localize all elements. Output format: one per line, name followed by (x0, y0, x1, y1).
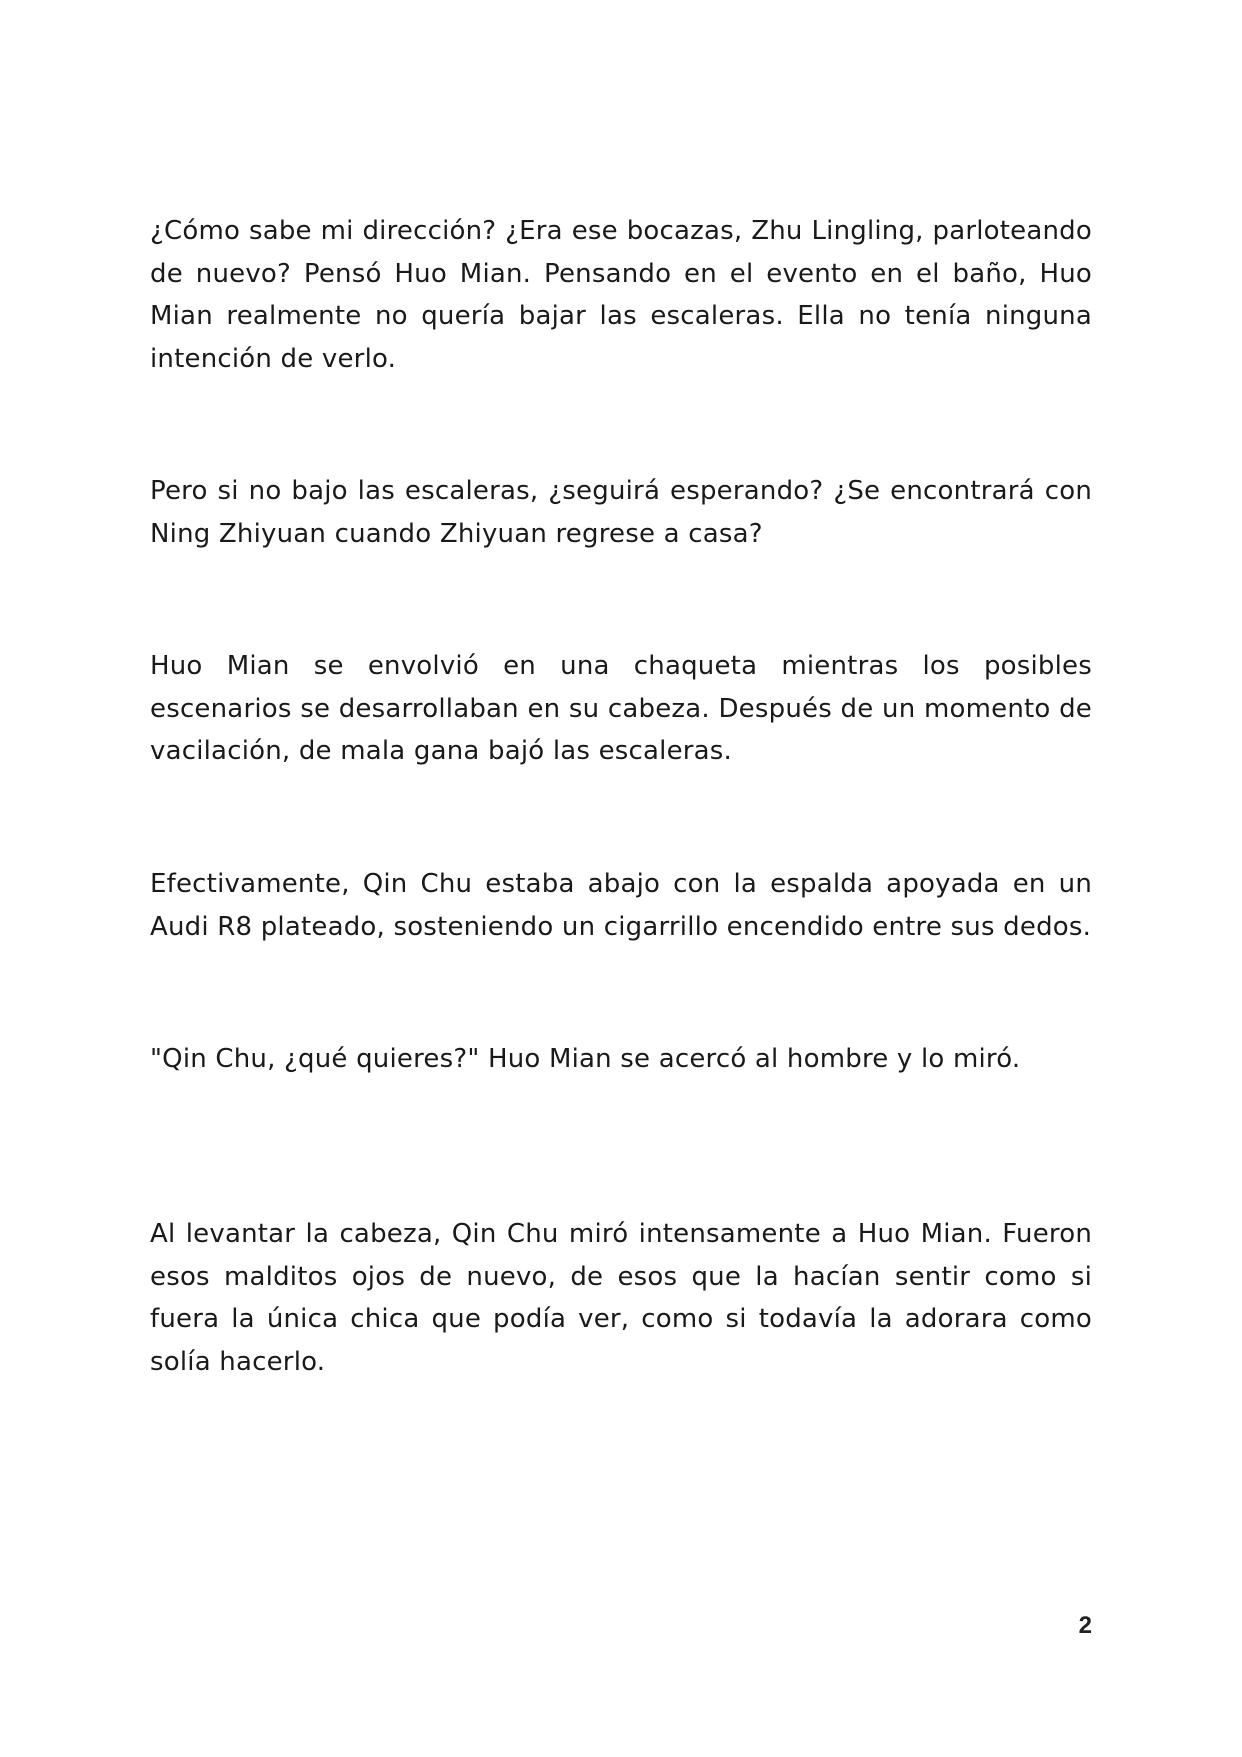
paragraph: Huo Mian se envolvió en una chaqueta mientras los posibles escenarios se desarrollaban en su cabeza. Después de un momento de vacilación, de mala gana bajó las escaleras. (150, 651, 1092, 766)
paragraph: Pero si no bajo las escaleras, ¿seguirá esperando? ¿Se encontrará con Ning Zhiyuan cuando Zhiyuan regrese a casa? (150, 476, 1092, 549)
paragraph: Al levantar la cabeza, Qin Chu miró intensamente a Huo Mian. Fueron esos malditos ojos de nuevo, de esos que la hacían sentir como si fuera la única chica que podía ver, como si todavía la adorara como solía hacerlo. (150, 1219, 1092, 1377)
paragraph: "Qin Chu, ¿qué quieres?" Huo Mian se acercó al hombre y lo miró. (150, 1044, 1021, 1074)
paragraph: ¿Cómo sabe mi dirección? ¿Era ese bocazas, Zhu Lingling, parloteando de nuevo? Pensó Huo Mian. Pensando en el evento en el baño, Huo Mian realmente no quería bajar las escaleras. Ella no tenía ninguna intención de verlo. (150, 216, 1092, 374)
paragraph: Efectivamente, Qin Chu estaba abajo con la espalda apoyada en un Audi R8 plateado, sosteniendo un cigarrillo encendido entre sus dedos. (150, 869, 1092, 942)
page-number: 2 (1078, 1612, 1092, 1639)
